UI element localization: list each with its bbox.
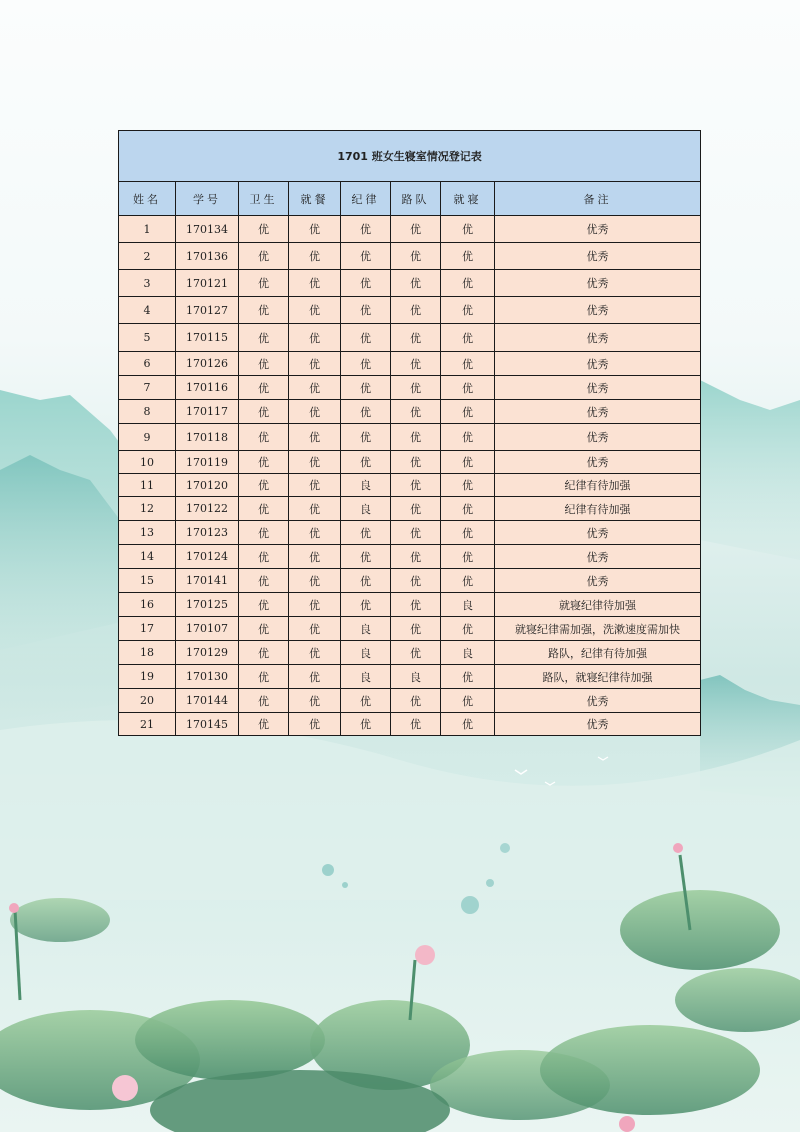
- cell-remarks: 优秀: [495, 451, 701, 474]
- cell-name: 8: [119, 400, 176, 424]
- cell-dining: 优: [289, 713, 341, 736]
- cell-remarks: 优秀: [495, 297, 701, 324]
- cell-hygiene: 优: [239, 593, 289, 617]
- cell-discipline: 良: [341, 497, 391, 521]
- table-row: [119, 216, 701, 243]
- table-row: [119, 297, 701, 324]
- cell-discipline: 优: [341, 376, 391, 400]
- cell-bedtime: 优: [441, 243, 495, 270]
- cell-name: 20: [119, 689, 176, 713]
- cell-name: 16: [119, 593, 176, 617]
- cell-bedtime: 优: [441, 521, 495, 545]
- cell-student-id: 170123: [176, 521, 239, 545]
- cell-hygiene: 优: [239, 216, 289, 243]
- cell-name: 4: [119, 297, 176, 324]
- cell-name: 10: [119, 451, 176, 474]
- column-header-remarks: 备注: [495, 182, 701, 216]
- cell-remarks: 优秀: [495, 689, 701, 713]
- cell-bedtime: 优: [441, 270, 495, 297]
- cell-hygiene: 优: [239, 376, 289, 400]
- cell-name: 13: [119, 521, 176, 545]
- cell-hygiene: 优: [239, 665, 289, 689]
- cell-discipline: 优: [341, 324, 391, 352]
- cell-hygiene: 优: [239, 713, 289, 736]
- cell-queue: 优: [391, 545, 441, 569]
- table-row: [119, 521, 701, 545]
- cell-name: 7: [119, 376, 176, 400]
- table-row: [119, 617, 701, 641]
- cell-student-id: 170141: [176, 569, 239, 593]
- cell-remarks: 优秀: [495, 713, 701, 736]
- cell-student-id: 170134: [176, 216, 239, 243]
- cell-queue: 优: [391, 451, 441, 474]
- cell-student-id: 170121: [176, 270, 239, 297]
- cell-bedtime: 优: [441, 713, 495, 736]
- cell-dining: 优: [289, 376, 341, 400]
- cell-queue: 优: [391, 376, 441, 400]
- table-row: [119, 270, 701, 297]
- cell-remarks: 就寝纪律待加强: [495, 593, 701, 617]
- cell-bedtime: 优: [441, 376, 495, 400]
- cell-student-id: 170144: [176, 689, 239, 713]
- cell-dining: 优: [289, 665, 341, 689]
- cell-queue: 优: [391, 474, 441, 497]
- cell-bedtime: 优: [441, 352, 495, 376]
- cell-name: 9: [119, 424, 176, 451]
- cell-name: 5: [119, 324, 176, 352]
- cell-student-id: 170145: [176, 713, 239, 736]
- table-row: [119, 689, 701, 713]
- cell-bedtime: 优: [441, 474, 495, 497]
- dorm-record-table: [118, 130, 701, 736]
- cell-discipline: 优: [341, 713, 391, 736]
- cell-discipline: 良: [341, 641, 391, 665]
- cell-discipline: 优: [341, 569, 391, 593]
- cell-queue: 良: [391, 665, 441, 689]
- cell-discipline: 优: [341, 521, 391, 545]
- cell-dining: 优: [289, 243, 341, 270]
- cell-hygiene: 优: [239, 400, 289, 424]
- cell-hygiene: 优: [239, 545, 289, 569]
- cell-bedtime: 优: [441, 545, 495, 569]
- cell-queue: 优: [391, 297, 441, 324]
- cell-student-id: 170115: [176, 324, 239, 352]
- cell-discipline: 优: [341, 243, 391, 270]
- cell-student-id: 170129: [176, 641, 239, 665]
- cell-dining: 优: [289, 270, 341, 297]
- cell-student-id: 170124: [176, 545, 239, 569]
- cell-discipline: 优: [341, 297, 391, 324]
- table-row: [119, 545, 701, 569]
- cell-discipline: 良: [341, 617, 391, 641]
- cell-discipline: 良: [341, 474, 391, 497]
- cell-student-id: 170119: [176, 451, 239, 474]
- column-header-bedtime: 就寝: [441, 182, 495, 216]
- cell-discipline: 优: [341, 216, 391, 243]
- cell-discipline: 优: [341, 400, 391, 424]
- cell-queue: 优: [391, 521, 441, 545]
- cell-remarks: 优秀: [495, 216, 701, 243]
- column-header-hygiene: 卫生: [239, 182, 289, 216]
- cell-hygiene: 优: [239, 617, 289, 641]
- cell-discipline: 优: [341, 424, 391, 451]
- cell-name: 6: [119, 352, 176, 376]
- cell-name: 1: [119, 216, 176, 243]
- cell-remarks: 优秀: [495, 521, 701, 545]
- cell-hygiene: 优: [239, 297, 289, 324]
- cell-student-id: 170125: [176, 593, 239, 617]
- cell-hygiene: 优: [239, 474, 289, 497]
- cell-bedtime: 优: [441, 497, 495, 521]
- cell-hygiene: 优: [239, 641, 289, 665]
- cell-name: 14: [119, 545, 176, 569]
- cell-dining: 优: [289, 400, 341, 424]
- cell-hygiene: 优: [239, 270, 289, 297]
- table-row: [119, 376, 701, 400]
- cell-remarks: 路队，就寝纪律待加强: [495, 665, 701, 689]
- cell-dining: 优: [289, 474, 341, 497]
- cell-discipline: 优: [341, 451, 391, 474]
- cell-name: 18: [119, 641, 176, 665]
- cell-name: 12: [119, 497, 176, 521]
- table-row: [119, 451, 701, 474]
- cell-queue: 优: [391, 689, 441, 713]
- table-row: [119, 713, 701, 736]
- cell-hygiene: 优: [239, 569, 289, 593]
- cell-remarks: 就寝纪律需加强，洗漱速度需加快: [495, 617, 701, 641]
- table-row: [119, 400, 701, 424]
- cell-dining: 优: [289, 451, 341, 474]
- cell-name: 19: [119, 665, 176, 689]
- cell-dining: 优: [289, 641, 341, 665]
- cell-remarks: 优秀: [495, 270, 701, 297]
- cell-bedtime: 优: [441, 400, 495, 424]
- cell-queue: 优: [391, 617, 441, 641]
- cell-student-id: 170118: [176, 424, 239, 451]
- cell-hygiene: 优: [239, 497, 289, 521]
- cell-student-id: 170127: [176, 297, 239, 324]
- cell-queue: 优: [391, 352, 441, 376]
- column-header-name: 姓名: [119, 182, 176, 216]
- cell-dining: 优: [289, 216, 341, 243]
- cell-student-id: 170126: [176, 352, 239, 376]
- cell-queue: 优: [391, 270, 441, 297]
- cell-queue: 优: [391, 713, 441, 736]
- table-row: [119, 324, 701, 352]
- cell-bedtime: 良: [441, 641, 495, 665]
- cell-dining: 优: [289, 593, 341, 617]
- table-row: [119, 352, 701, 376]
- cell-dining: 优: [289, 545, 341, 569]
- cell-student-id: 170136: [176, 243, 239, 270]
- table-row: [119, 641, 701, 665]
- cell-queue: 优: [391, 424, 441, 451]
- cell-dining: 优: [289, 297, 341, 324]
- cell-remarks: 优秀: [495, 569, 701, 593]
- cell-dining: 优: [289, 689, 341, 713]
- cell-hygiene: 优: [239, 689, 289, 713]
- cell-dining: 优: [289, 324, 341, 352]
- cell-student-id: 170120: [176, 474, 239, 497]
- cell-remarks: 优秀: [495, 376, 701, 400]
- column-header-dining: 就餐: [289, 182, 341, 216]
- cell-name: 21: [119, 713, 176, 736]
- cell-student-id: 170117: [176, 400, 239, 424]
- cell-discipline: 优: [341, 689, 391, 713]
- cell-remarks: 优秀: [495, 400, 701, 424]
- cell-queue: 优: [391, 216, 441, 243]
- cell-bedtime: 优: [441, 569, 495, 593]
- cell-student-id: 170122: [176, 497, 239, 521]
- table-row: [119, 424, 701, 451]
- cell-bedtime: 优: [441, 665, 495, 689]
- cell-discipline: 优: [341, 352, 391, 376]
- cell-discipline: 优: [341, 593, 391, 617]
- table-row: [119, 665, 701, 689]
- cell-name: 3: [119, 270, 176, 297]
- cell-remarks: 优秀: [495, 545, 701, 569]
- cell-bedtime: 优: [441, 216, 495, 243]
- column-header-queue: 路队: [391, 182, 441, 216]
- cell-dining: 优: [289, 424, 341, 451]
- column-header-student-id: 学号: [176, 182, 239, 216]
- cell-student-id: 170130: [176, 665, 239, 689]
- cell-name: 2: [119, 243, 176, 270]
- cell-bedtime: 优: [441, 297, 495, 324]
- cell-student-id: 170116: [176, 376, 239, 400]
- cell-dining: 优: [289, 521, 341, 545]
- cell-hygiene: 优: [239, 521, 289, 545]
- cell-bedtime: 优: [441, 689, 495, 713]
- cell-bedtime: 优: [441, 424, 495, 451]
- cell-hygiene: 优: [239, 352, 289, 376]
- table-row: [119, 474, 701, 497]
- cell-bedtime: 优: [441, 617, 495, 641]
- cell-queue: 优: [391, 497, 441, 521]
- cell-queue: 优: [391, 243, 441, 270]
- cell-bedtime: 优: [441, 451, 495, 474]
- column-header-discipline: 纪律: [341, 182, 391, 216]
- cell-remarks: 纪律有待加强: [495, 497, 701, 521]
- header-row: [119, 182, 701, 216]
- cell-remarks: 纪律有待加强: [495, 474, 701, 497]
- table-row: [119, 243, 701, 270]
- table-row: [119, 497, 701, 521]
- cell-bedtime: 良: [441, 593, 495, 617]
- cell-remarks: 优秀: [495, 324, 701, 352]
- cell-queue: 优: [391, 641, 441, 665]
- cell-queue: 优: [391, 569, 441, 593]
- cell-hygiene: 优: [239, 243, 289, 270]
- cell-hygiene: 优: [239, 424, 289, 451]
- cell-queue: 优: [391, 400, 441, 424]
- cell-discipline: 优: [341, 270, 391, 297]
- cell-remarks: 路队，纪律有待加强: [495, 641, 701, 665]
- cell-discipline: 优: [341, 545, 391, 569]
- cell-bedtime: 优: [441, 324, 495, 352]
- cell-name: 11: [119, 474, 176, 497]
- cell-name: 17: [119, 617, 176, 641]
- cell-name: 15: [119, 569, 176, 593]
- table-row: [119, 569, 701, 593]
- cell-remarks: 优秀: [495, 352, 701, 376]
- cell-student-id: 170107: [176, 617, 239, 641]
- cell-remarks: 优秀: [495, 424, 701, 451]
- cell-queue: 优: [391, 324, 441, 352]
- cell-queue: 优: [391, 593, 441, 617]
- cell-dining: 优: [289, 569, 341, 593]
- cell-remarks: 优秀: [495, 243, 701, 270]
- cell-dining: 优: [289, 497, 341, 521]
- cell-discipline: 良: [341, 665, 391, 689]
- table-title: 1701 班女生寝室情况登记表: [119, 131, 701, 182]
- table-row: [119, 593, 701, 617]
- cell-dining: 优: [289, 352, 341, 376]
- cell-dining: 优: [289, 617, 341, 641]
- cell-hygiene: 优: [239, 451, 289, 474]
- cell-hygiene: 优: [239, 324, 289, 352]
